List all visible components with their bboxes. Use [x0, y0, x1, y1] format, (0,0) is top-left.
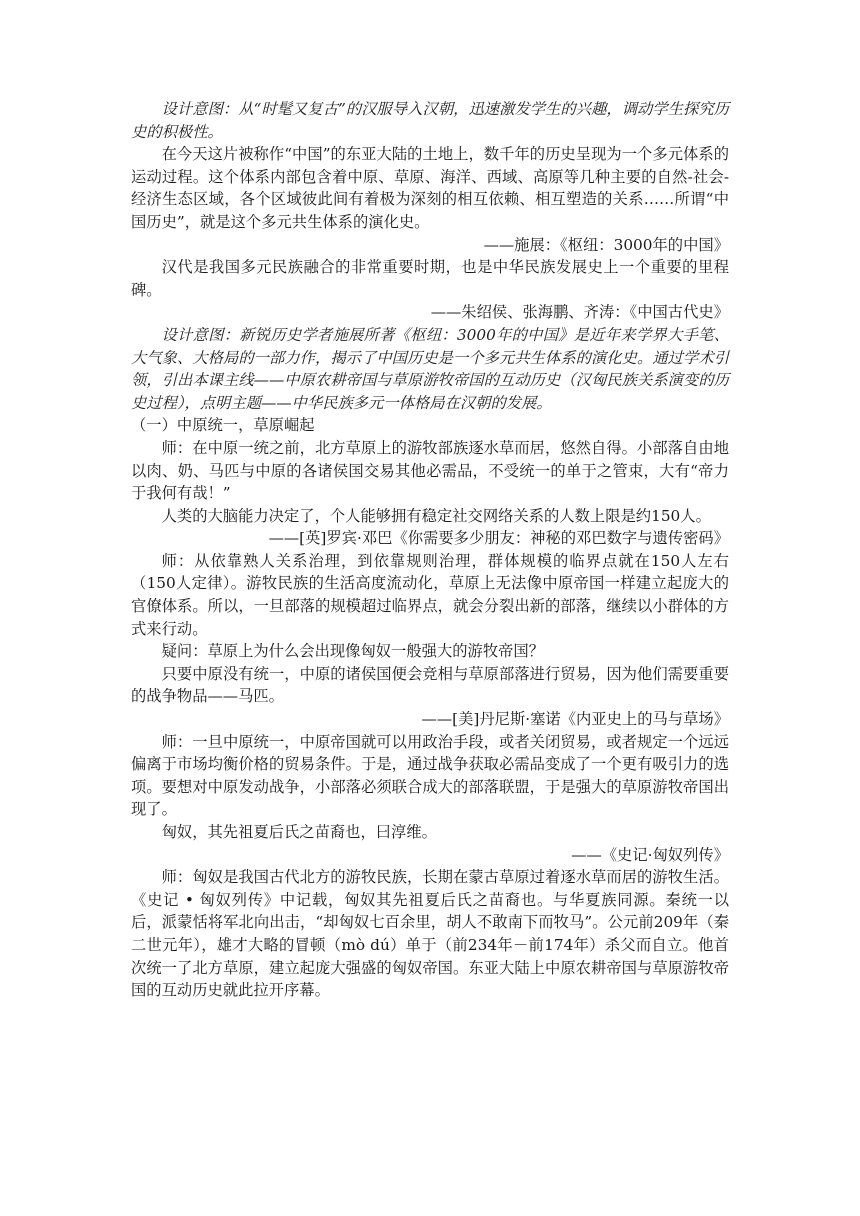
document-body	[131, 98, 729, 1002]
quote-sinor: 只要中原没有统一，中原的诸侯国便会竞相与草原部落进行贸易，因为他们需要重要的战争物品——马匹。	[131, 664, 729, 706]
quote-shizhan: 在今天这片被称作“中国”的东亚大陆的土地上，数千年的历史呈现为一个多元体系的运动过程。这个体系内部包含着中原、草原、海洋、西域、高原等几种主要的自然-社会-经济生态区域，各个区域彼此间有着极为深刻的相互依赖、相互塑造的关系……所谓“中国历史”，就是这个多元共生体系的演化史。	[131, 145, 729, 231]
source-sinor: ——[美]丹尼斯·塞诺《内亚史上的马与草场》	[421, 710, 729, 729]
source-shizhan: ——施展：《枢纽：3000年的中国》	[483, 235, 729, 254]
quote-shiji: 匈奴，其先祖夏后氏之苗裔也，曰淳维。	[161, 823, 437, 841]
design-intent-1: 设计意图：从“时髦又复古”的汉服导入汉朝，迅速激发学生的兴趣，调动学生探究历史的积极性。	[131, 100, 729, 141]
question-paragraph: 疑问：草原上为什么会出现像匈奴一般强大的游牧帝国？	[161, 642, 545, 661]
design-intent-2: 设计意图：新锐历史学者施展所著《枢纽：3000年的中国》是近年来学界大手笔、大气象、大格局的一部力作，揭示了中国历史是一个多元共生体系的演化史。通过学术引领，引出本课主线——中原农耕帝国与草原游牧帝国的互动历史（汉匈民族关系演变的历史过程），点明主题——中华民族多元一体格局在汉朝的发展。	[131, 325, 729, 412]
section-heading-1: （一）中原统一，草原崛起	[131, 416, 315, 435]
source-zhushaohou: ——朱绍侯、张海鹏、齐涛：《中国古代史》	[430, 303, 729, 322]
quote-dunbar: 人类的大脑能力决定了，个人能够拥有稳定社交网络关系的人数上限是约150人。	[161, 506, 711, 525]
source-shiji: ——《史记·匈奴列传》	[571, 845, 729, 864]
source-dunbar: ——[英]罗宾·邓巴《你需要多少朋友：神秘的邓巴数字与遗传密码》	[268, 529, 729, 548]
teacher-paragraph-4: 师：匈奴是我国古代北方的游牧民族，长期在蒙古草原过着逐水草而居的游牧生活。《史记 • 匈奴列传》中记载，匈奴其先祖夏后氏之苗裔也。与华夏族同源。秦统一以后，派蒙恬将军北向出击，“却匈奴七百余里，胡人不敢南下而牧马”。公元前209年（秦二世元年），雄才大略的冒顿（mò dú）单于（前234年－前174年）杀父而自立。他首次统一了北方草原，建立起庞大强盛的匈奴帝国。东亚大陆上中原农耕帝国与草原游牧帝国的互动历史就此拉开序幕。	[131, 868, 729, 1000]
teacher-paragraph-3: 师：一旦中原统一，中原帝国就可以用政治手段，或者关闭贸易，或者规定一个远远偏离于市场均衡价格的贸易条件。于是，通过战争获取必需品变成了一个更有吸引力的选项。要想对中原发动战争，小部落必须联合成大的部落联盟，于是强大的草原游牧帝国出现了。	[131, 732, 729, 819]
quote-zhushaohou: 汉代是我国多元民族融合的非常重要时期，也是中华民族发展史上一个重要的里程碑。	[131, 258, 729, 299]
teacher-paragraph-1: 师：在中原一统之前，北方草原上的游牧部族逐水草而居，悠然自得。小部落自由地以肉、奶、马匹与中原的各诸侯国交易其他必需品，不受统一的单于之管束，大有“帝力于我何有哉！”	[131, 438, 729, 503]
teacher-paragraph-2: 师：从依靠熟人关系治理，到依靠规则治理，群体规模的临界点就在150人左右（150人定律）。游牧民族的生活高度流动化，草原上无法像中原帝国一样建立起庞大的官僚体系。所以，一旦部落的规模超过临界点，就会分裂出新的部落，继续以小群体的方式来行动。	[131, 551, 729, 638]
